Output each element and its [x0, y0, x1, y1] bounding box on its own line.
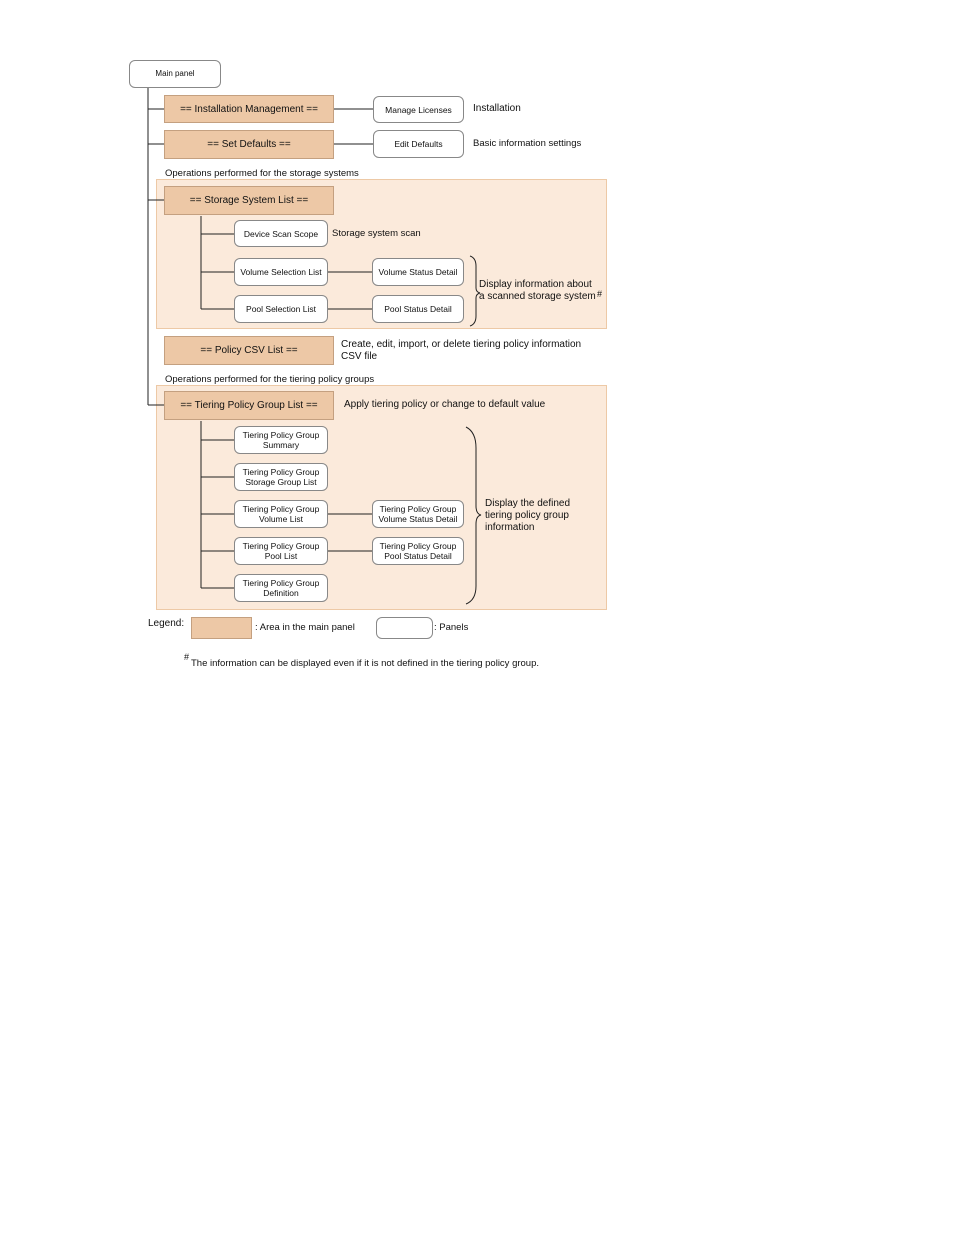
tiering-summary-label: Tiering Policy Group Summary — [242, 430, 320, 450]
set-defaults-label: == Set Defaults == — [207, 139, 291, 150]
tiering-description: Apply tiering policy or change to default value — [344, 399, 546, 410]
device-scan-scope-panel[interactable] — [234, 220, 328, 247]
main-panel[interactable] — [129, 60, 221, 88]
main-panel-label: Main panel — [155, 69, 195, 78]
tiering-definition-panel[interactable] — [234, 574, 328, 602]
tiering-pool-status-detail-label: Tiering Policy Group Pool Status Detail — [379, 541, 457, 561]
volume-selection-list-label: Volume Selection List — [240, 267, 322, 277]
set-defaults-area[interactable] — [164, 130, 334, 159]
tiering-caption: Operations performed for the tiering policy groups — [165, 374, 375, 385]
tiering-volume-list-label: Tiering Policy Group Volume List — [242, 504, 320, 524]
installation-management-area[interactable] — [164, 95, 334, 123]
manage-licenses-panel[interactable] — [373, 96, 464, 123]
defaults-description: Basic information settings — [473, 138, 582, 149]
legend-area-label: : Area in the main panel — [255, 622, 355, 633]
tiering-summary-panel[interactable] — [234, 426, 328, 454]
policy-csv-description: Create, edit, import, or delete tiering policy information CSV file — [341, 339, 582, 362]
manage-licenses-label: Manage Licenses — [385, 104, 452, 115]
tiering-volume-status-detail-label: Tiering Policy Group Volume Status Detail — [378, 504, 458, 524]
tiering-display-description: Display the defined tiering policy group information — [485, 498, 571, 533]
legend-panel-swatch — [376, 617, 433, 639]
volume-status-detail-label: Volume Status Detail — [378, 267, 458, 277]
tiering-volume-list-panel[interactable] — [234, 500, 328, 528]
tiering-storage-group-list-panel[interactable] — [234, 463, 328, 491]
legend-title: Legend: — [148, 618, 185, 629]
pool-selection-list-label: Pool Selection List — [246, 304, 316, 314]
pool-status-detail-label: Pool Status Detail — [384, 304, 452, 314]
storage-system-list-label: == Storage System List == — [189, 195, 309, 206]
tiering-pool-status-detail-panel[interactable] — [372, 537, 464, 565]
tiering-pool-list-panel[interactable] — [234, 537, 328, 565]
storage-caption: Operations performed for the storage systems — [165, 168, 359, 179]
installation-description: Installation — [473, 103, 521, 114]
storage-display-description: Display information about a scanned storage system — [479, 279, 596, 302]
footnote-mark: # — [184, 652, 190, 662]
footnote-text: The information can be displayed even if it is not defined in the tiering policy group. — [191, 658, 540, 669]
tiering-policy-group-list-label: == Tiering Policy Group List == — [180, 400, 318, 411]
storage-scan-description: Storage system scan — [332, 228, 421, 239]
legend-area-swatch — [191, 617, 252, 639]
pool-status-detail-panel[interactable] — [372, 295, 464, 323]
storage-footnote-mark: # — [597, 289, 603, 299]
pool-selection-list-panel[interactable] — [234, 295, 328, 323]
edit-defaults-label: Edit Defaults — [394, 139, 443, 149]
tiering-definition-label: Tiering Policy Group Definition — [242, 578, 320, 598]
legend-panel-label: : Panels — [434, 622, 469, 633]
installation-management-label: == Installation Management == — [180, 103, 318, 115]
policy-csv-list-label: == Policy CSV List == — [200, 345, 298, 356]
volume-selection-list-panel[interactable] — [234, 258, 328, 286]
policy-csv-list-area[interactable] — [164, 336, 334, 365]
device-scan-scope-label: Device Scan Scope — [243, 228, 319, 239]
tiering-pool-list-label: Tiering Policy Group Pool List — [242, 541, 320, 561]
edit-defaults-panel[interactable] — [373, 130, 464, 158]
tiering-policy-group-list-area[interactable] — [164, 391, 334, 420]
tiering-volume-status-detail-panel[interactable] — [372, 500, 464, 528]
volume-status-detail-panel[interactable] — [372, 258, 464, 286]
storage-system-list-area[interactable] — [164, 186, 334, 215]
tiering-storage-group-list-label: Tiering Policy Group Storage Group List — [242, 467, 320, 487]
